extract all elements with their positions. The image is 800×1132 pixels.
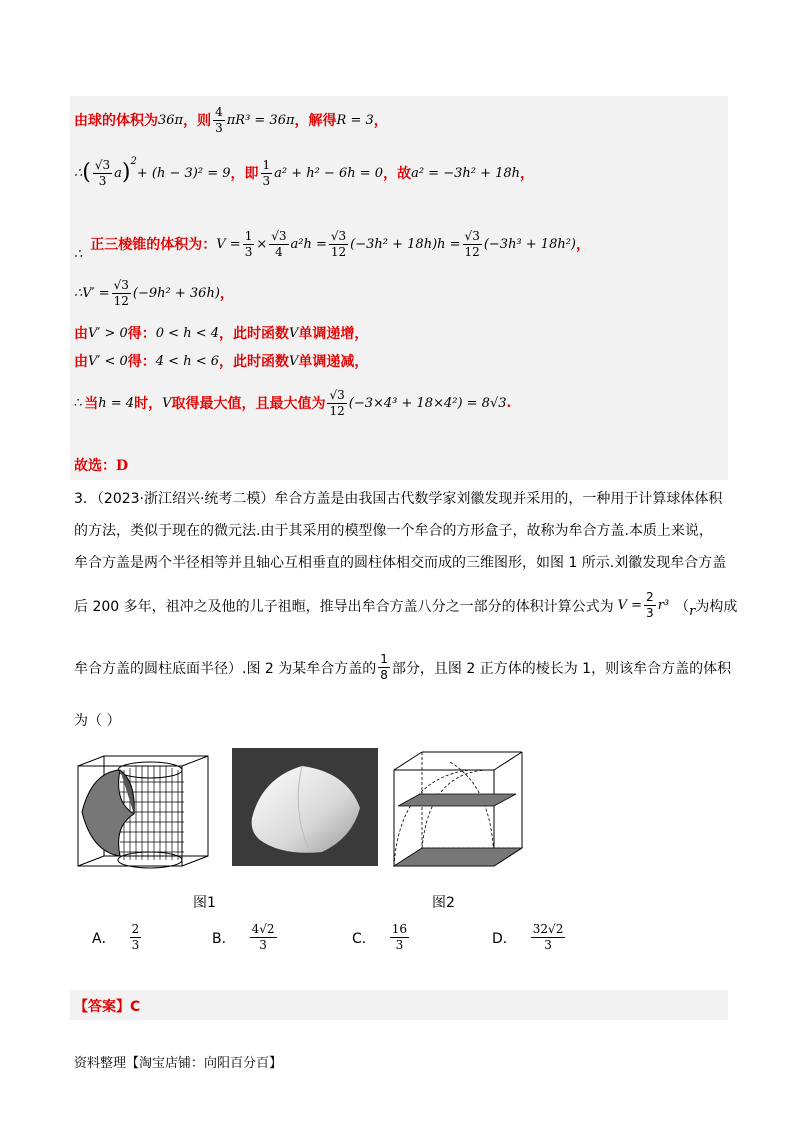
math-expr: (−9h² + 36h)	[132, 285, 220, 301]
math-expr: 0 < h < 4	[155, 325, 220, 341]
solution-line-5	[74, 322, 368, 344]
footer-source: 资料整理【淘宝店铺：向阳百分百】	[74, 1056, 283, 1071]
fraction: $\frac{√3}{12}$	[329, 387, 345, 418]
question-para-1: 3．（2023·浙江绍兴·统考二模）牟合方盖是由我国古代数学家刘徽发现并采用的，一种用于计算球体体积	[74, 491, 723, 507]
math-expr: a²h =	[290, 236, 327, 252]
fraction: $\frac{√3}{12}$	[464, 228, 480, 259]
solution-line-6	[74, 350, 368, 372]
solution-text: ，	[219, 286, 234, 302]
solution-text: .	[506, 395, 512, 411]
math-expr: a² + h² − 6h = 0	[274, 165, 384, 181]
answer-box	[70, 990, 728, 1020]
option-c[interactable]: C． $\frac{16}{3}$	[352, 922, 408, 952]
question-para-4: 后 200 多年，祖冲之及他的儿子祖暅，推导出牟合方盖八分之一部分的体积计算公式为 V = $\frac{2}{3}$ r³ （ r 为构成	[74, 590, 738, 620]
solution-text: 正三棱锥的体积为：	[90, 237, 217, 253]
solution-text: 得：	[127, 326, 156, 342]
solution-text: ，故	[383, 166, 412, 182]
solution-text: 时，	[134, 396, 163, 412]
figure-cube-eighth	[390, 748, 530, 870]
math-expr: ∴V′ =	[74, 285, 110, 301]
solution-text: ，	[576, 237, 591, 253]
solution-text: 单调递减，	[298, 354, 369, 370]
solution-text: ，解得	[294, 113, 337, 129]
solution-choice: 故选：D	[74, 458, 129, 474]
solution-text: 单调递增，	[298, 326, 369, 342]
math-expr: R = 3	[336, 112, 374, 128]
question-para-5: 牟合方盖的圆柱底面半径）.图 2 为某牟合方盖的 $\frac{1}{8}$ 部分，且图 2 正方体的棱长为 1，则该牟合方盖的体积	[74, 652, 732, 682]
fraction: $\frac{√3}{12}$	[330, 228, 347, 259]
solution-text: ，	[520, 166, 535, 182]
math-expr: (−3h² + 18h)h =	[350, 236, 461, 252]
math-expr: (−3×4³ + 18×4²) = 8√3	[348, 395, 507, 411]
question-para-6: 为（ ）	[74, 713, 121, 729]
math-expr: a² = −3h² + 18h	[411, 165, 521, 181]
math-expr: (−3h³ + 18h²)	[483, 236, 577, 252]
solution-text: 由	[74, 326, 88, 342]
option-d[interactable]: D． $\frac{32√2}{3}$	[492, 922, 564, 952]
solution-text: ，	[373, 113, 388, 129]
solution-text: ，此时函数	[219, 354, 290, 370]
solution-line-4	[74, 272, 234, 314]
solution-text: 由	[74, 354, 88, 370]
solution-text: ，此时函数	[219, 326, 290, 342]
solution-text: ，则	[183, 113, 212, 129]
solution-line-7: ∴ 当 h = 4 时， V 取得最大值，且最大值为 $\frac{√3}{12}$ (−3×4³ + 18×4²) = 8√3 .	[74, 387, 512, 418]
math-expr: V	[162, 395, 172, 411]
math-expr: 4 < h < 6	[155, 353, 220, 369]
figure-2-label: 图2	[432, 895, 455, 911]
math-expr: + (h − 3)² = 9	[136, 165, 231, 181]
math-expr: ∴	[74, 165, 83, 181]
math-expr: V′ > 0	[88, 325, 128, 341]
question-para-2: 的方法，类似于现在的微元法.由于其采用的模型像一个牟合的方形盒子，故称为牟合方盖.本质上来说，	[74, 523, 713, 539]
solution-line-2: ∴ ( $\frac{√3}{3}$ a ) 2 + (h − 3)² = 9 ，即 $\frac{1}{3}$ a² + h² − 6h = 0 ，故 a² = −3h² + 18h ，	[74, 155, 535, 188]
math-expr: πR³ = 36π	[226, 112, 295, 128]
solution-text: 得：	[127, 354, 156, 370]
figure-mouhe-fanggai-render	[232, 748, 378, 866]
question-para-3: 牟合方盖是两个半径相等并且轴心互相垂直的圆柱体相交而成的三维图形，如图 1 所示.刘徽发现牟合方盖	[74, 555, 727, 571]
solution-line-1	[74, 100, 388, 140]
fraction: $\frac{4}{3}$	[215, 104, 223, 135]
solution-line-3: ∴ 正三棱锥的体积为： V = $\frac{1}{3}$ × $\frac{√3}{4}$ a²h = $\frac{√3}{12}$ (−3h² + 18h)h = $\frac{√3}{12}$ (−3h³ + 18h²) ，	[74, 228, 591, 262]
math-expr: V =	[216, 236, 241, 252]
math-expr: V	[289, 353, 299, 369]
fraction: $\frac{√3}{12}$	[113, 277, 129, 308]
solution-text: ，即	[230, 166, 259, 182]
fraction: $\frac{1}{3}$	[244, 228, 253, 259]
option-b[interactable]: B． $\frac{4√2}{3}$	[212, 922, 275, 952]
solution-text: 由球的体积为	[74, 113, 158, 129]
fraction: $\frac{√3}{3}$	[94, 157, 111, 188]
option-a[interactable]: A． $\frac{2}{3}$	[92, 922, 140, 952]
fraction: $\frac{1}{3}$	[262, 157, 271, 188]
math-expr: ∴	[74, 246, 83, 262]
math-expr: h = 4	[98, 395, 135, 411]
math-expr: 36π	[158, 112, 184, 128]
solution-text: 取得最大值，且最大值为	[171, 396, 326, 412]
figure-1-label: 图1	[193, 895, 216, 911]
figure-cube-cylinders	[74, 752, 214, 870]
fraction: $\frac{√3}{4}$	[271, 228, 287, 259]
math-expr: V′ < 0	[88, 353, 128, 369]
answer-text: 【答案】C	[74, 999, 141, 1015]
math-expr: V	[289, 325, 299, 341]
